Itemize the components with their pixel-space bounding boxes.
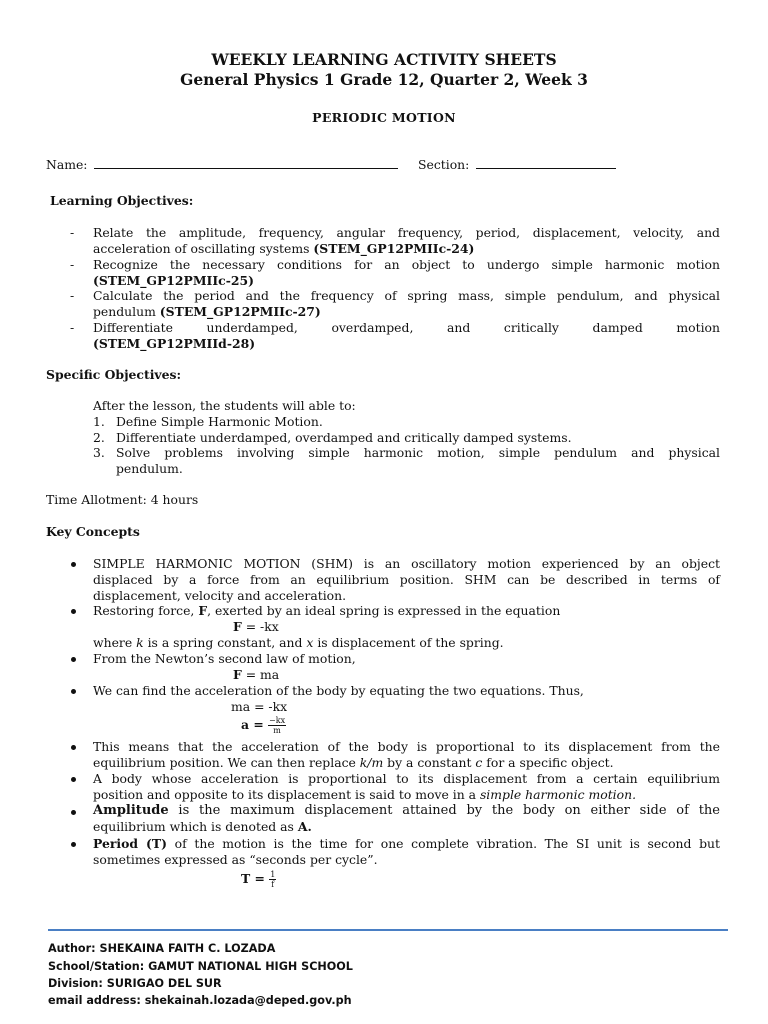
lo-1-code: (STEM_GP12PMIIc-24) <box>313 241 475 256</box>
proportional-line1: This means that the acceleration of the body is proportional to its displacement from the <box>93 739 720 754</box>
amplitude-line1: Amplitude is the maximum displacement attained by the body on either side of the <box>93 803 720 818</box>
lo-1-line2: acceleration of oscillating systems (STEM_GP12PMIIc-24) <box>93 241 475 256</box>
name-label: Name: <box>46 157 88 172</box>
period-equation: T = $\frac{1}{f}$ <box>241 870 276 889</box>
bullet-dot <box>71 609 76 614</box>
dash-3: - <box>70 288 75 303</box>
so-1-num: 1. <box>93 414 105 429</box>
dash-1: - <box>70 225 75 240</box>
bullet-dot <box>71 810 76 815</box>
newton-text: From the Newton’s second law of motion, <box>93 651 356 666</box>
so-3-text2: pendulum. <box>116 461 183 476</box>
lo-3-code: (STEM_GP12PMIIc-27) <box>159 304 321 319</box>
amplitude-line2: equilibrium which is denoted as A. <box>93 819 312 834</box>
time-allotment: Time Allotment: 4 hours <box>46 492 199 507</box>
so-3-num: 3. <box>93 445 105 460</box>
bullet-dot <box>71 689 76 694</box>
newton-equation: F = ma <box>233 667 280 682</box>
period-line2: sometimes expressed as “seconds per cycle”. <box>93 852 378 867</box>
restoring-force-text: Restoring force, F, exerted by an ideal spring is expressed in the equation <box>93 603 561 618</box>
proportional-line2: equilibrium position. We can then replace k/m by a constant c for a specific object. <box>93 755 614 770</box>
section-label: Section: <box>418 157 470 172</box>
body-line2: position and opposite to its displacement is said to move in a simple harmonic motion. <box>93 787 637 802</box>
body-line1: A body whose acceleration is proportional to its displacement from a certain equilibrium <box>93 771 720 786</box>
shm-line2: displaced by a force from an equilibrium position. SHM can be described in terms of <box>93 572 720 587</box>
so-2-num: 2. <box>93 430 105 445</box>
so-2-text: Differentiate underdamped, overdamped and critically damped systems. <box>116 430 572 445</box>
footer-divider <box>48 929 728 931</box>
bullet-dot <box>71 562 76 567</box>
lo-4-line1: Differentiate underdamped, overdamped, and critically damped motion <box>93 320 720 335</box>
lo-3-line1: Calculate the period and the frequency of spring mass, simple pendulum, and physical <box>93 288 720 303</box>
course-title: General Physics 1 Grade 12, Quarter 2, Week 3 <box>180 70 588 89</box>
bullet-dot <box>71 777 76 782</box>
key-concepts-heading: Key Concepts <box>46 524 140 539</box>
shm-line3: displacement, velocity and acceleration. <box>93 588 347 603</box>
ma-equation: ma = -kx <box>231 699 288 714</box>
footer-school: School/Station: GAMUT NATIONAL HIGH SCHOOL <box>48 960 353 973</box>
so-3-text: Solve problems involving simple harmonic motion, simple pendulum and physical <box>116 445 720 460</box>
bullet-dot <box>71 657 76 662</box>
so-1-text: Define Simple Harmonic Motion. <box>116 414 323 429</box>
shm-line1: SIMPLE HARMONIC MOTION (SHM) is an oscillatory motion experienced by an object <box>93 556 720 571</box>
bullet-dot <box>71 745 76 750</box>
section-field[interactable] <box>476 157 616 169</box>
bullet-dot <box>71 842 76 847</box>
learning-objectives-heading: Learning Objectives: <box>50 193 194 208</box>
topic-title: PERIODIC MOTION <box>312 110 456 125</box>
hooke-equation: F = -kx <box>233 619 279 634</box>
lo-2-code: (STEM_GP12PMIIc-25) <box>93 273 254 288</box>
dash-4: - <box>70 320 75 335</box>
specific-intro: After the lesson, the students will able to: <box>93 398 356 413</box>
footer-division: Division: SURIGAO DEL SUR <box>48 977 222 990</box>
acceleration-equation: a = $\frac{-kx}{m}$ <box>241 716 286 735</box>
accel-intro-text: We can find the acceleration of the body by equating the two equations. Thus, <box>93 683 584 698</box>
lo-3-line2: pendulum (STEM_GP12PMIIc-27) <box>93 304 321 319</box>
sheet-title: WEEKLY LEARNING ACTIVITY SHEETS <box>211 50 557 69</box>
lo-4-code: (STEM_GP12PMIId-28) <box>93 336 256 351</box>
spring-constant-text: where k is a spring constant, and x is displacement of the spring. <box>93 635 504 650</box>
lo-1-line1: Relate the amplitude, frequency, angular frequency, period, displacement, velocity, and <box>93 225 720 240</box>
section-row <box>418 157 616 173</box>
footer-author: Author: SHEKAINA FAITH C. LOZADA <box>48 942 276 955</box>
name-field[interactable] <box>94 157 398 169</box>
specific-objectives-heading: Specific Objectives: <box>46 367 182 382</box>
name-row <box>46 157 398 173</box>
footer-email: email address: shekainah.lozada@deped.gov.ph <box>48 994 352 1007</box>
period-line1: Period (T) of the motion is the time for one complete vibration. The SI unit is second but <box>93 836 721 851</box>
dash-2: - <box>70 257 75 272</box>
lo-2-line1: Recognize the necessary conditions for an object to undergo simple harmonic motion <box>93 257 720 272</box>
